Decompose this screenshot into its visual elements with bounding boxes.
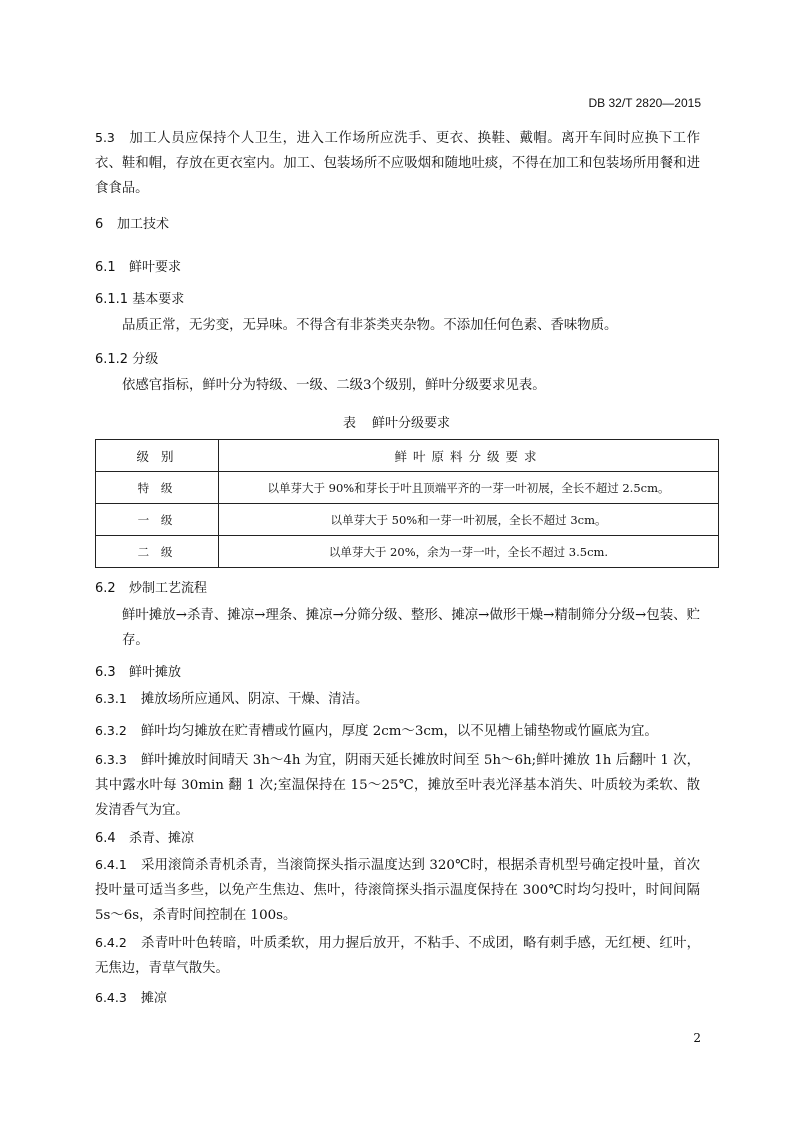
page-number: 2 bbox=[693, 1031, 701, 1045]
section-6-3-1 bbox=[95, 686, 700, 712]
grade-cell: 一 级 bbox=[96, 504, 219, 536]
fresh-leaf-grading-table bbox=[95, 439, 719, 568]
section-6-3-heading bbox=[95, 661, 181, 680]
table-header-row bbox=[96, 440, 719, 472]
section-number: 6.4.2 bbox=[95, 935, 127, 950]
table-row bbox=[96, 536, 719, 568]
section-number: 6.4.3 bbox=[95, 990, 127, 1005]
section-number: 6.1 bbox=[95, 260, 116, 275]
section-6-4-heading bbox=[95, 827, 194, 846]
table-row bbox=[96, 472, 719, 504]
table-caption bbox=[0, 412, 793, 431]
section-text: 采用滚筒杀青机杀青，当滚筒探头指示温度达到 320℃时，根据杀青机型号确定投叶量，首次投叶量可适当多些，以免产生焦边、焦叶，待滚筒探头指示温度保持在 300℃时均匀投叶，时间间隔 5s～6s，杀青时间控制在 100s。 bbox=[95, 858, 700, 923]
section-number: 6.2 bbox=[95, 581, 116, 596]
section-title: 加工技术 bbox=[117, 217, 170, 232]
grade-cell: 二 级 bbox=[96, 536, 219, 568]
table-row bbox=[96, 504, 719, 536]
section-number: 6.3 bbox=[95, 665, 116, 680]
section-6-1-1-heading: 6.1.1 基本要求 bbox=[95, 292, 185, 307]
section-title: 杀青、摊凉 bbox=[129, 831, 195, 846]
section-title: 炒制工艺流程 bbox=[129, 581, 208, 596]
section-text: 加工人员应保持个人卫生，进入工作场所应洗手、更衣、换鞋、戴帽。离开车间时应换下工作衣、鞋和帽，存放在更衣室内。加工、包装场所不应吸烟和随地吐痰，不得在加工和包装场所用餐和进食食品。 bbox=[95, 131, 700, 196]
section-number: 6.4.1 bbox=[95, 857, 127, 872]
standard-code: DB 32/T 2820—2015 bbox=[588, 96, 701, 110]
grade-cell: 特 级 bbox=[96, 472, 219, 504]
section-number: 5.3 bbox=[95, 130, 115, 145]
section-text: 鲜叶均匀摊放在贮青槽或竹匾内，厚度 2cm～3cm，以不见槽上铺垫物或竹匾底为宜。 bbox=[140, 724, 658, 739]
section-6-heading bbox=[95, 213, 169, 232]
section-6-4-2 bbox=[95, 930, 700, 981]
header-requirement: 鲜叶原料分级要求 bbox=[219, 440, 719, 472]
section-number: 6 bbox=[95, 217, 104, 232]
section-number: 6.3.2 bbox=[95, 723, 127, 738]
section-6-2-heading bbox=[95, 577, 207, 596]
section-6-1-2-text: 依感官指标，鲜叶分为特级、一级、二级3个级别，鲜叶分级要求见表。 bbox=[122, 378, 546, 393]
section-number: 6.3.3 bbox=[95, 752, 127, 767]
section-text: 鲜叶摊放时间晴天 3h～4h 为宜，阴雨天延长摊放时间至 5h～6h;鲜叶摊放 1h 后翻叶 1 次，其中露水叶每 30min 翻 1 次;室温保持在 15～25℃，摊放至叶表光泽基本消失、叶质较为柔软、散发清香气为宜。 bbox=[95, 753, 700, 818]
section-text: 杀青叶叶色转暗，叶质柔软，用力握后放开，不粘手、不成团，略有刺手感，无红梗、红叶，无焦边，青草气散失。 bbox=[95, 936, 700, 976]
section-6-1-2-heading: 6.1.2 分级 bbox=[95, 352, 159, 367]
section-number: 6.4 bbox=[95, 831, 116, 846]
section-6-4-1 bbox=[95, 852, 700, 928]
requirement-cell: 以单芽大于 50%和一芽一叶初展，全长不超过 3cm。 bbox=[219, 504, 719, 536]
requirement-cell: 以单芽大于 90%和芽长于叶且顶端平齐的一芽一叶初展，全长不超过 2.5cm。 bbox=[219, 472, 719, 504]
section-title: 鲜叶要求 bbox=[129, 260, 182, 275]
section-title: 鲜叶摊放 bbox=[129, 665, 182, 680]
section-title: 摊凉 bbox=[140, 991, 167, 1006]
section-6-1-heading bbox=[95, 256, 181, 275]
table-caption-title: 鲜叶分级要求 bbox=[372, 416, 451, 431]
requirement-cell: 以单芽大于 20%，余为一芽一叶，全长不超过 3.5cm. bbox=[219, 536, 719, 568]
table-caption-label: 表 bbox=[342, 416, 356, 431]
section-6-3-3 bbox=[95, 747, 700, 823]
section-5-3 bbox=[95, 125, 700, 201]
section-number: 6.3.1 bbox=[95, 691, 127, 706]
section-text: 摊放场所应通风、阴凉、干燥、清洁。 bbox=[140, 692, 369, 707]
section-6-3-2 bbox=[95, 718, 700, 744]
header-grade: 级 别 bbox=[96, 440, 219, 472]
section-6-4-3-heading bbox=[95, 987, 167, 1006]
section-6-2-text: 鲜叶摊放→杀青、摊凉→理条、摊凉→分筛分级、整形、摊凉→做形干燥→精制筛分分级→包装、贮存。 bbox=[122, 608, 700, 648]
section-6-1-1-text: 品质正常，无劣变，无异味。不得含有非茶类夹杂物。不添加任何色素、香味物质。 bbox=[122, 318, 618, 333]
